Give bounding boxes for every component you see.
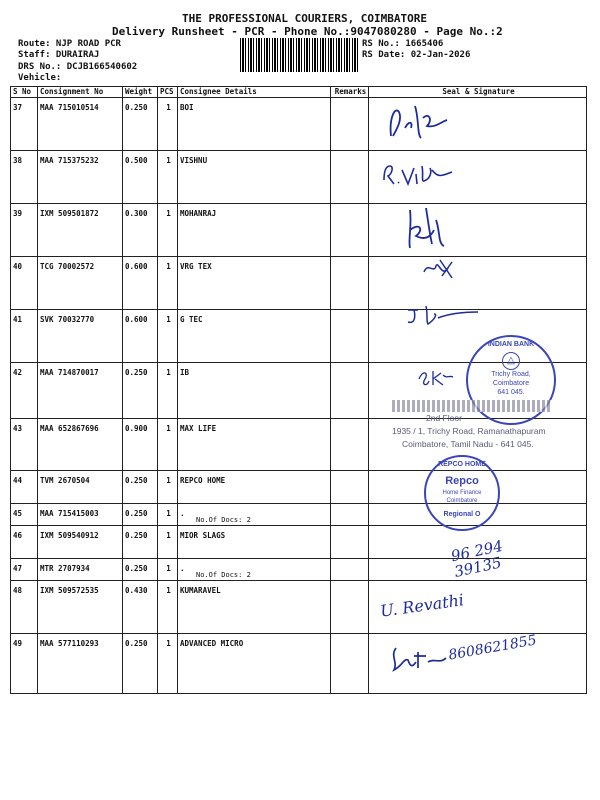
cell-pcs <box>158 471 178 504</box>
cell-pcs <box>158 204 178 257</box>
cell-weight <box>123 504 158 526</box>
cell-weight-text: 0.300 <box>125 209 148 218</box>
cell-consignee <box>178 204 331 257</box>
repco-bottom: Regional O <box>443 511 481 518</box>
cell-weight <box>123 581 158 634</box>
cell-weight <box>123 151 158 204</box>
cell-sno <box>11 471 38 504</box>
page-subtitle: Delivery Runsheet - PCR - Phone No.:9047080280 - Page No.:2 <box>112 25 503 38</box>
route-label: Route: NJP ROAD PCR <box>18 39 121 49</box>
cell-sno-text: 41 <box>13 315 23 324</box>
cell-weight <box>123 363 158 419</box>
cell-consignee <box>178 419 331 471</box>
cell-pcs-text: 1 <box>166 424 171 433</box>
table-header-row <box>11 87 587 98</box>
signature-48: U. Revathi <box>379 590 466 621</box>
cell-sno-text: 43 <box>13 424 23 433</box>
signature-41 <box>404 300 484 330</box>
cell-consignee <box>178 634 331 694</box>
cell-consignment <box>38 471 123 504</box>
rs-number: RS No.: 1665406 <box>362 39 444 49</box>
cell-consignment-text: SVK 70032770 <box>40 315 95 324</box>
cell-pcs <box>158 310 178 363</box>
cell-consignee-text: VISHNU <box>180 156 208 165</box>
cell-consignment-text: MAA 577110293 <box>40 639 99 648</box>
cell-consignee-text: KUMARAVEL <box>180 586 221 595</box>
cell-consignment <box>38 581 123 634</box>
cell-weight <box>123 526 158 559</box>
cell-pcs <box>158 419 178 471</box>
header-weight: Weight <box>123 87 158 98</box>
cell-sno <box>11 204 38 257</box>
cell-consignment <box>38 98 123 151</box>
table-row <box>11 581 587 634</box>
indian-bank-line2: Coimbatore <box>492 380 530 387</box>
cell-weight <box>123 559 158 581</box>
cell-remarks <box>331 363 369 419</box>
rs-date: RS Date: 02-Jan-2026 <box>362 50 471 60</box>
cell-sno <box>11 363 38 419</box>
cell-weight-text: 0.250 <box>125 639 148 648</box>
cell-consignment-text: MAA 715010514 <box>40 103 99 112</box>
cell-consignment-text: IXM 509572535 <box>40 586 99 595</box>
table-row <box>11 471 587 504</box>
cell-sno-text: 38 <box>13 156 23 165</box>
cell-sno-text: 42 <box>13 368 23 377</box>
cell-consignment <box>38 504 123 526</box>
cell-consignee <box>178 504 331 526</box>
cell-consignment <box>38 526 123 559</box>
cell-weight <box>123 257 158 310</box>
cell-weight <box>123 419 158 471</box>
cell-weight <box>123 634 158 694</box>
cell-consignment-text: MAA 715415003 <box>40 509 99 518</box>
cell-pcs <box>158 257 178 310</box>
cell-weight-text: 0.600 <box>125 262 148 271</box>
cell-sno <box>11 310 38 363</box>
cell-consignee-text: MIOR SLAGS <box>180 531 226 540</box>
header-consignment: Consignment No <box>38 87 123 98</box>
indian-bank-line1: Trichy Road, <box>491 371 531 378</box>
signature-49-phone: 8608621855 <box>447 632 538 664</box>
header-pcs: PCS <box>158 87 178 98</box>
cell-sno-text: 46 <box>13 531 23 540</box>
cell-sno-text: 45 <box>13 509 23 518</box>
cell-consignee-text: BOI <box>180 103 194 112</box>
cell-weight <box>123 204 158 257</box>
cell-consignment <box>38 310 123 363</box>
header-remarks: Remarks <box>331 87 369 98</box>
cell-consignment-text: TCG 70002572 <box>40 262 95 271</box>
cell-sno-text: 39 <box>13 209 23 218</box>
cell-pcs-text: 1 <box>166 209 171 218</box>
cell-weight-text: 0.250 <box>125 509 148 518</box>
signature-37 <box>385 98 455 148</box>
cell-weight <box>123 310 158 363</box>
cell-consignment-text: MAA 652867696 <box>40 424 99 433</box>
cell-consignment <box>38 257 123 310</box>
cell-sno-text: 44 <box>13 476 23 485</box>
signature-49 <box>388 640 450 676</box>
cell-consignment <box>38 151 123 204</box>
stamp-smudge <box>392 400 552 412</box>
cell-weight <box>123 471 158 504</box>
cell-consignment <box>38 204 123 257</box>
cell-sno-text: 37 <box>13 103 23 112</box>
signature-38 <box>380 150 460 192</box>
cell-sno <box>11 504 38 526</box>
cell-pcs <box>158 504 178 526</box>
cell-pcs <box>158 98 178 151</box>
cell-consignee <box>178 310 331 363</box>
cell-sno <box>11 634 38 694</box>
cell-consignee <box>178 151 331 204</box>
max-life-line2: 1935 / 1, Trichy Road, Ramanathapuram <box>392 426 546 436</box>
cell-consignee-text: MOHANRAJ <box>180 209 217 218</box>
cell-sno <box>11 581 38 634</box>
cell-remarks <box>331 634 369 694</box>
cell-sno <box>11 98 38 151</box>
cell-consignee-text: . <box>180 509 185 518</box>
cell-pcs-text: 1 <box>166 156 171 165</box>
cell-weight-text: 0.900 <box>125 424 148 433</box>
docs-count: No.Of Docs: 2 <box>196 516 251 524</box>
cell-sno <box>11 151 38 204</box>
cell-pcs-text: 1 <box>166 586 171 595</box>
cell-remarks <box>331 504 369 526</box>
cell-sno <box>11 257 38 310</box>
cell-consignee <box>178 98 331 151</box>
cell-remarks <box>331 471 369 504</box>
indian-bank-name: INDIAN BANK <box>487 341 535 348</box>
repco-line1: Home Finance <box>442 490 482 496</box>
cell-sno-text: 47 <box>13 564 23 573</box>
header-sno: S No <box>11 87 38 98</box>
cell-remarks <box>331 257 369 310</box>
handwritten-number: 96 294 39135 <box>449 536 505 581</box>
cell-weight-text: 0.250 <box>125 368 148 377</box>
cell-consignment-text: MTR 2707934 <box>40 564 90 573</box>
cell-pcs-text: 1 <box>166 262 171 271</box>
vehicle-label: Vehicle: <box>18 73 62 83</box>
signature-42 <box>415 365 455 389</box>
cell-weight-text: 0.250 <box>125 531 148 540</box>
cell-pcs-text: 1 <box>166 315 171 324</box>
cell-consignee-text: VRG TEX <box>180 262 212 271</box>
repco-top: REPCO HOME <box>438 461 486 468</box>
cell-pcs-text: 1 <box>166 368 171 377</box>
docs-count: No.Of Docs: 2 <box>196 571 251 579</box>
cell-consignment <box>38 419 123 471</box>
cell-consignee <box>178 257 331 310</box>
indian-bank-line3: 641 045. <box>497 389 525 396</box>
cell-consignment <box>38 363 123 419</box>
cell-pcs-text: 1 <box>166 531 171 540</box>
cell-remarks <box>331 204 369 257</box>
cell-pcs-text: 1 <box>166 509 171 518</box>
bank-logo-icon: △ <box>502 352 520 370</box>
cell-consignee-text: IB <box>180 368 190 377</box>
header-consignee: Consignee Details <box>178 87 331 98</box>
cell-pcs <box>158 581 178 634</box>
cell-remarks <box>331 419 369 471</box>
max-life-line1: 2nd Floor <box>426 413 462 423</box>
cell-sno <box>11 419 38 471</box>
cell-consignee-text: REPCO HOME <box>180 476 226 485</box>
cell-consignment-text: TVM 2670504 <box>40 476 90 485</box>
cell-pcs-text: 1 <box>166 103 171 112</box>
table-row <box>11 204 587 257</box>
cell-consignment <box>38 559 123 581</box>
cell-weight-text: 0.250 <box>125 564 148 573</box>
cell-consignee <box>178 363 331 419</box>
cell-weight-text: 0.250 <box>125 476 148 485</box>
table-row <box>11 257 587 310</box>
signature-39 <box>400 200 450 255</box>
cell-consignment-text: IXM 509540912 <box>40 531 99 540</box>
table-row <box>11 151 587 204</box>
cell-sno-text: 48 <box>13 586 23 595</box>
staff-label: Staff: DURAIRAJ <box>18 50 100 60</box>
page-title: THE PROFESSIONAL COURIERS, COIMBATORE <box>182 12 428 25</box>
cell-pcs-text: 1 <box>166 564 171 573</box>
cell-sno <box>11 526 38 559</box>
cell-remarks <box>331 581 369 634</box>
cell-remarks <box>331 310 369 363</box>
repco-line2: Coimbatore <box>446 498 478 504</box>
header-signature: Seal & Signature <box>369 87 587 98</box>
cell-consignment <box>38 634 123 694</box>
cell-remarks <box>331 559 369 581</box>
cell-weight-text: 0.600 <box>125 315 148 324</box>
cell-weight-text: 0.250 <box>125 103 148 112</box>
cell-remarks <box>331 526 369 559</box>
cell-sno-text: 40 <box>13 262 23 271</box>
cell-pcs <box>158 526 178 559</box>
repco-stamp <box>424 455 500 531</box>
max-life-line3: Coimbatore, Tamil Nadu - 641 045. <box>402 439 534 449</box>
cell-pcs <box>158 559 178 581</box>
cell-pcs-text: 1 <box>166 476 171 485</box>
cell-pcs-text: 1 <box>166 639 171 648</box>
max-life-stamp <box>392 400 552 451</box>
cell-consignment-text: IXM 509501872 <box>40 209 99 218</box>
barcode <box>240 38 358 72</box>
cell-pcs <box>158 634 178 694</box>
cell-sno <box>11 559 38 581</box>
cell-weight-text: 0.500 <box>125 156 148 165</box>
cell-consignee-text: G TEC <box>180 315 203 324</box>
cell-consignee <box>178 471 331 504</box>
table-row <box>11 98 587 151</box>
table-row <box>11 504 587 526</box>
cell-pcs <box>158 363 178 419</box>
cell-sno-text: 49 <box>13 639 23 648</box>
cell-consignee-text: MAX LIFE <box>180 424 217 433</box>
cell-remarks <box>331 151 369 204</box>
cell-weight <box>123 98 158 151</box>
cell-weight-text: 0.430 <box>125 586 148 595</box>
signature-40 <box>420 254 460 282</box>
cell-consignment-text: MAA 714870017 <box>40 368 99 377</box>
cell-consignee-text: . <box>180 564 185 573</box>
cell-consignee <box>178 559 331 581</box>
repco-name: Repco <box>445 475 479 487</box>
cell-consignee-text: ADVANCED MICRO <box>180 639 244 648</box>
cell-consignment-text: MAA 715375232 <box>40 156 99 165</box>
cell-pcs <box>158 151 178 204</box>
drs-label: DRS No.: DCJB166540602 <box>18 62 138 72</box>
cell-consignee <box>178 581 331 634</box>
cell-remarks <box>331 98 369 151</box>
cell-consignee <box>178 526 331 559</box>
